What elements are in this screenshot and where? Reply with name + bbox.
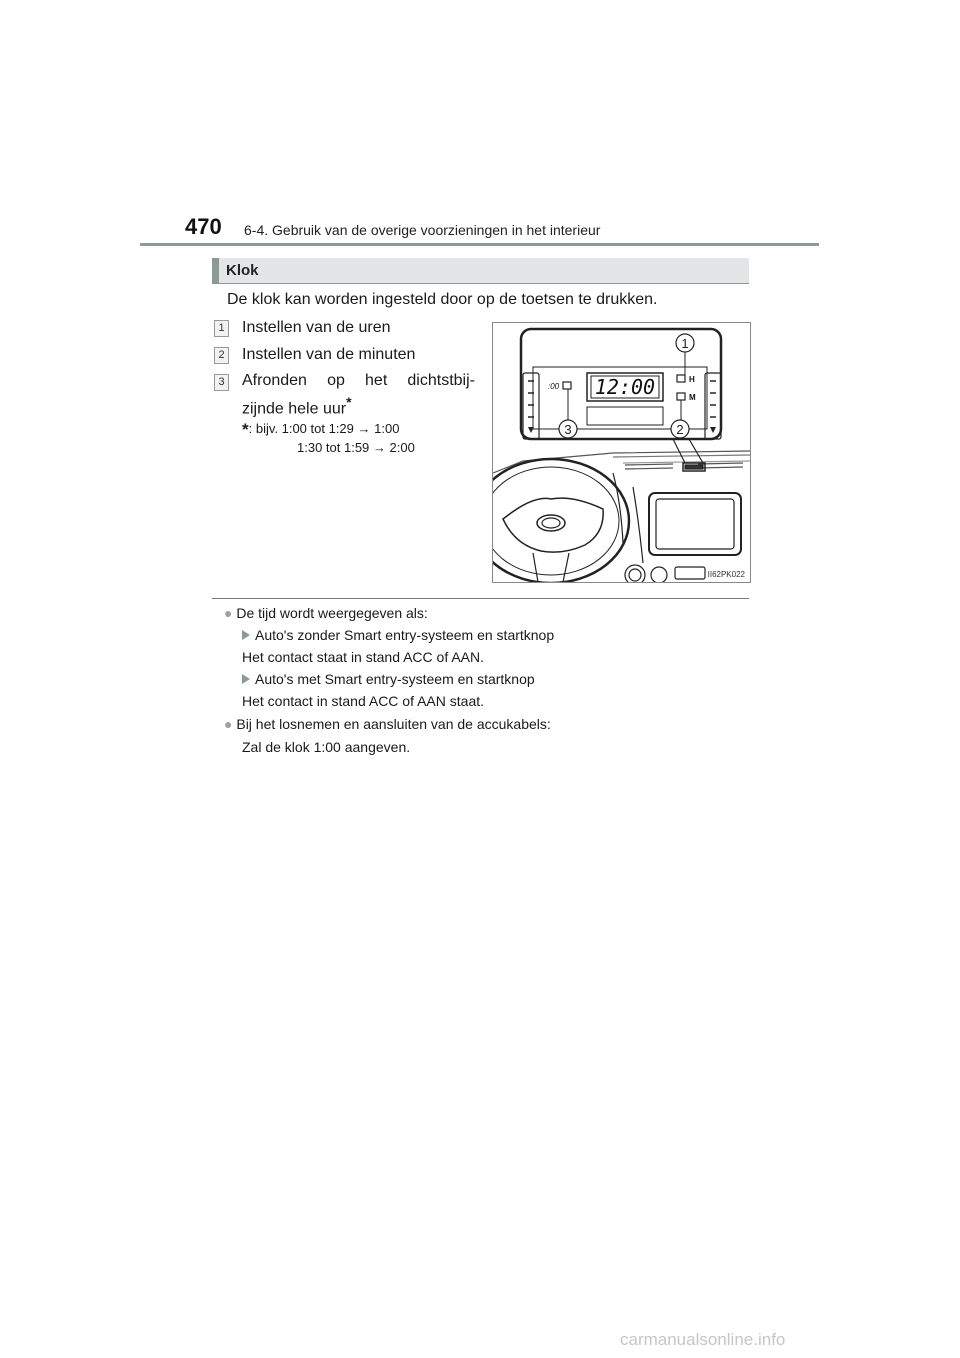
watermark: carmanualsonline.info xyxy=(620,1330,786,1349)
item-label: Instellen van de minuten xyxy=(242,346,416,363)
bullet-icon: ● xyxy=(224,716,233,732)
footnote-line1 xyxy=(242,420,399,440)
page-number: 470 xyxy=(185,214,222,239)
minute-button-label: M xyxy=(689,393,696,402)
clock-illustration xyxy=(492,322,751,583)
clock-display-time: 12:00 xyxy=(594,375,656,399)
callout-2: 2 xyxy=(676,422,684,437)
hour-button-label: H xyxy=(689,375,695,384)
section-heading-bar xyxy=(212,258,749,284)
note-text: Het contact staat in stand ACC of AAN. xyxy=(242,649,485,665)
clock-illustration-svg xyxy=(493,323,750,582)
item-label-line1 xyxy=(242,372,475,390)
word: Afronden xyxy=(242,372,307,389)
section-intro: De klok kan worden ingesteld door op de toetsen te drukken. xyxy=(227,291,658,308)
note-text: Bij het losnemen en aansluiten van de accukabels: xyxy=(236,716,551,732)
section-rule xyxy=(212,283,749,284)
footnote-line2: 1:30 tot 1:59 → 2:00 xyxy=(297,440,415,455)
note-text: Zal de klok 1:00 aangeven. xyxy=(242,739,411,755)
note-bullet xyxy=(224,605,428,621)
item-label: Instellen van de uren xyxy=(242,319,391,336)
note-bullet xyxy=(224,716,551,732)
footnote-text: : bijv. 1:00 tot 1:29 → 1:00 xyxy=(248,421,400,436)
word: het xyxy=(365,372,388,389)
callout-3: 3 xyxy=(564,422,572,437)
word: dichtstbij- xyxy=(407,372,475,389)
callout-1: 1 xyxy=(681,336,689,351)
note-text: Het contact in stand ACC of AAN staat. xyxy=(242,693,485,709)
item-number-badge: 1 xyxy=(214,320,229,337)
bullet-icon: ● xyxy=(224,605,233,621)
note-text: Auto's zonder Smart entry-systeem en startknop xyxy=(255,627,555,643)
round-button-label: :00 xyxy=(548,382,560,391)
footnote-star: * xyxy=(242,420,249,439)
item-label-line2 xyxy=(242,394,352,418)
item-number-badge: 2 xyxy=(214,347,229,364)
triangle-right-icon xyxy=(242,630,250,640)
note-text: De tijd wordt weergegeven als: xyxy=(236,605,428,621)
footnote-mark: * xyxy=(346,394,352,410)
triangle-right-icon xyxy=(242,674,250,684)
note-subheading xyxy=(242,671,535,687)
note-text: Auto's met Smart entry-systeem en startknop xyxy=(255,671,535,687)
item-number-badge: 3 xyxy=(214,374,229,391)
notes-rule xyxy=(212,598,749,599)
header-rule xyxy=(140,243,819,246)
section-heading-accent xyxy=(212,258,219,284)
word: op xyxy=(327,372,345,389)
item-label-text: zijnde hele uur xyxy=(242,400,347,418)
chapter-title: 6-4. Gebruik van de overige voorzieningen in het interieur xyxy=(244,222,601,238)
figure-code: II62PK022 xyxy=(707,570,745,579)
note-subheading xyxy=(242,627,554,643)
section-title: Klok xyxy=(226,262,259,279)
